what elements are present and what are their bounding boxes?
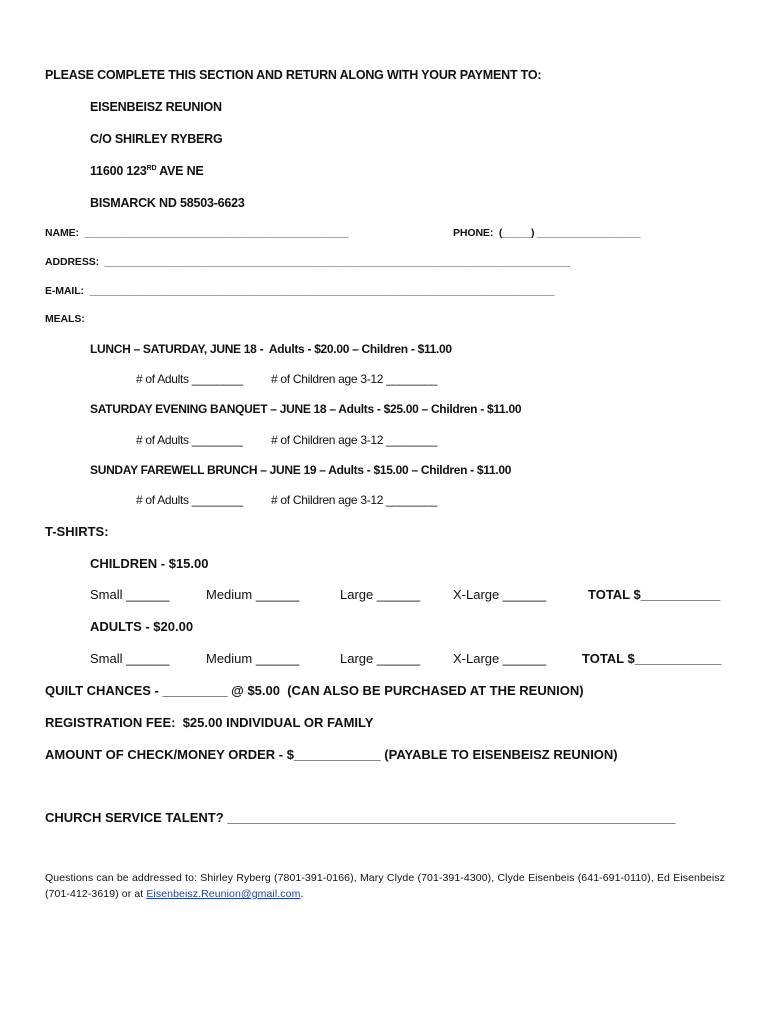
adults-small-field[interactable]: Small ______ bbox=[90, 651, 170, 666]
phone-field[interactable]: PHONE: (_____) __________________ bbox=[453, 227, 641, 239]
street-suffix-sup: RD bbox=[146, 165, 157, 172]
street-name: AVE NE bbox=[156, 164, 204, 178]
contact-text: Questions can be addressed to: Shirley Ryberg (7801-391-0166), Mary Clyde (701-391-4300), Clyde Eisenbeis (641-691-0110), Ed Eisenbeisz (701-412-3619) or at bbox=[45, 872, 725, 900]
adults-total-field[interactable]: TOTAL $____________ bbox=[582, 651, 722, 666]
meal-title-brunch: SUNDAY FAREWELL BRUNCH – JUNE 19 – Adults - $15.00 – Children - $11.00 bbox=[90, 463, 512, 477]
meal-title-banquet: SATURDAY EVENING BANQUET – JUNE 18 – Adults - $25.00 – Children - $11.00 bbox=[90, 402, 522, 416]
lunch-adults-field[interactable]: # of Adults ________ bbox=[136, 372, 243, 386]
children-large-field[interactable]: Large ______ bbox=[340, 587, 421, 602]
adults-medium-field[interactable]: Medium ______ bbox=[206, 651, 300, 666]
address-line-3 bbox=[90, 165, 204, 178]
street-number: 11600 123 bbox=[90, 164, 147, 178]
contact-period: . bbox=[300, 888, 304, 900]
contact-footer bbox=[45, 870, 725, 902]
church-talent-field[interactable]: CHURCH SERVICE TALENT? ______________________________________________________________ bbox=[45, 810, 676, 825]
lunch-children-field[interactable]: # of Children age 3-12 ________ bbox=[271, 372, 438, 386]
brunch-adults-field[interactable]: # of Adults ________ bbox=[136, 493, 243, 507]
check-amount-field[interactable]: AMOUNT OF CHECK/MONEY ORDER - $____________ (PAYABLE TO EISENBEISZ REUNION) bbox=[45, 747, 618, 762]
address-line-4: BISMARCK ND 58503-6623 bbox=[90, 196, 245, 210]
children-tshirts-heading: CHILDREN - $15.00 bbox=[90, 556, 209, 571]
name-field[interactable]: NAME: ______________________________________________ bbox=[45, 227, 349, 239]
meal-title-lunch: LUNCH – SATURDAY, JUNE 18 - Adults - $20.00 – Children - $11.00 bbox=[90, 342, 452, 356]
adults-tshirts-heading: ADULTS - $20.00 bbox=[90, 619, 194, 634]
banquet-adults-field[interactable]: # of Adults ________ bbox=[136, 433, 243, 447]
adults-xlarge-field[interactable]: X-Large ______ bbox=[453, 651, 547, 666]
brunch-children-field[interactable]: # of Children age 3-12 ________ bbox=[271, 493, 438, 507]
contact-email-link[interactable]: Eisenbeisz.Reunion@gmail.com bbox=[146, 888, 301, 900]
children-small-field[interactable]: Small ______ bbox=[90, 587, 170, 602]
banquet-children-field[interactable]: # of Children age 3-12 ________ bbox=[271, 433, 438, 447]
address-field[interactable]: ADDRESS: _________________________________________________________________________________ bbox=[45, 256, 570, 268]
registration-fee: REGISTRATION FEE: $25.00 INDIVIDUAL OR FAMILY bbox=[45, 715, 374, 730]
children-medium-field[interactable]: Medium ______ bbox=[206, 587, 300, 602]
children-xlarge-field[interactable]: X-Large ______ bbox=[453, 587, 547, 602]
address-line-1: EISENBEISZ REUNION bbox=[90, 100, 222, 114]
form-header: PLEASE COMPLETE THIS SECTION AND RETURN ALONG WITH YOUR PAYMENT TO: bbox=[45, 68, 542, 82]
address-line-2: C/O SHIRLEY RYBERG bbox=[90, 132, 223, 146]
tshirts-heading: T-SHIRTS: bbox=[45, 524, 109, 539]
meals-label: MEALS: bbox=[45, 313, 85, 325]
email-field[interactable]: E-MAIL: _________________________________________________________________________________ bbox=[45, 285, 555, 297]
children-total-field[interactable]: TOTAL $___________ bbox=[588, 587, 721, 602]
quilt-chances-field[interactable]: QUILT CHANCES - _________ @ $5.00 (CAN ALSO BE PURCHASED AT THE REUNION) bbox=[45, 683, 584, 698]
adults-large-field[interactable]: Large ______ bbox=[340, 651, 421, 666]
